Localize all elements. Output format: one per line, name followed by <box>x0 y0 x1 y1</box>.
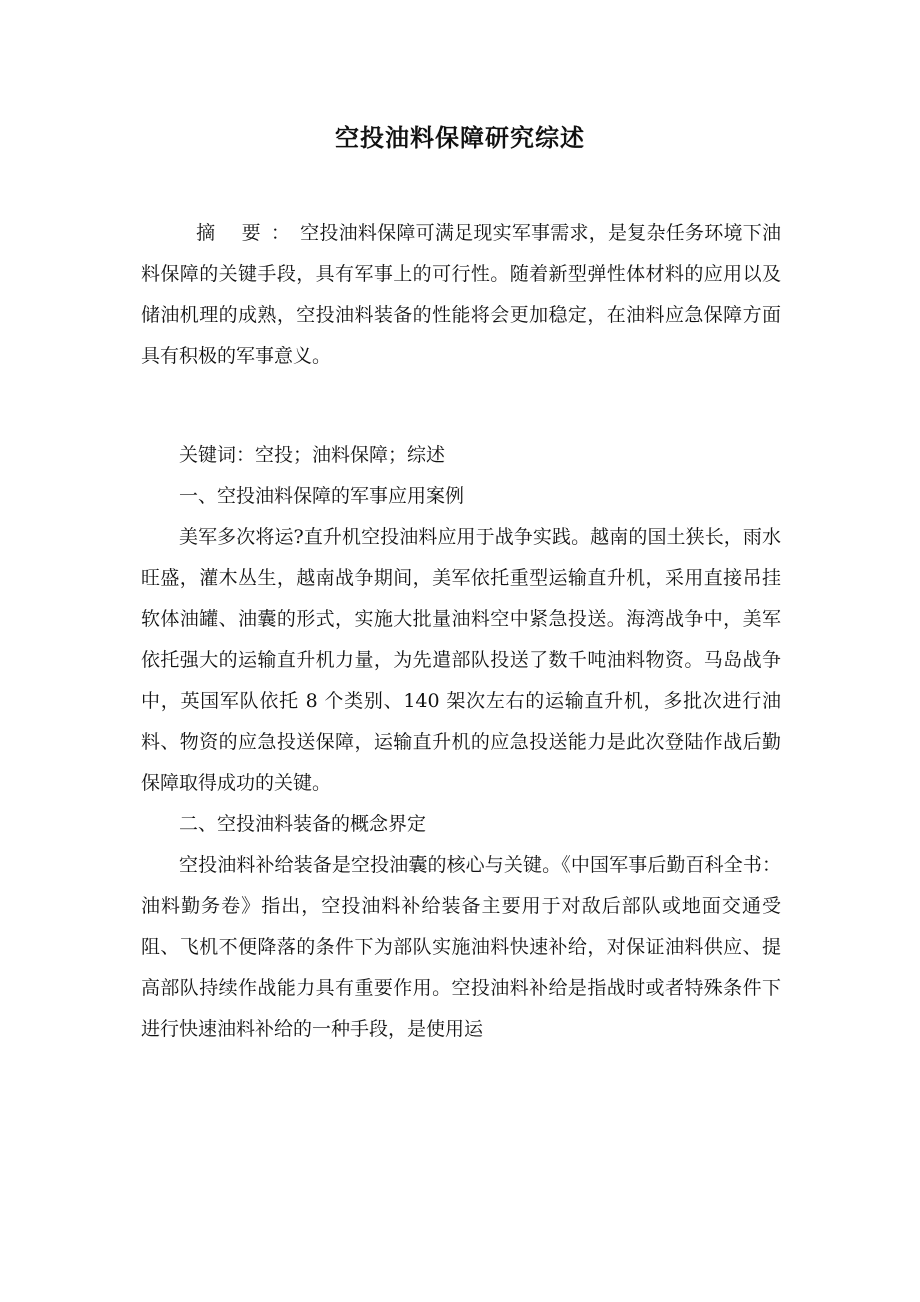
abstract-paragraph <box>141 213 781 377</box>
document-title: 空投油料保障研究综述 <box>335 123 585 152</box>
section-spacer <box>141 377 781 435</box>
abstract-text: 空投油料保障可满足现实军事需求，是复杂任务环境下油料保障的关键手段，具有军事上的可行性。随着新型弹性体材料的应用以及储油机理的成熟，空投油料装备的性能将会更加稳定，在油料应急保障方面具有积极的军事意义。 <box>141 222 781 367</box>
section-1-paragraph: 美军多次将运?直升机空投油料应用于战争实践。越南的国土狭长，雨水旺盛，灌木丛生，越南战争期间，美军依托重型运输直升机，采用直接吊挂软体油罐、油囊的形式，实施大批量油料空中紧急投送。海湾战争中，美军依托强大的运输直升机力量，为先遣部队投送了数千吨油料物资。马岛战争中，英国军队依托 8 个类别、140 架次左右的运输直升机，多批次进行油料、物资的应急投送保障，运输直升机的应急投送能力是此次登陆作战后勤保障取得成功的关键。 <box>141 526 781 794</box>
section-2-heading: 二、空投油料装备的概念界定 <box>179 813 427 835</box>
document-body <box>141 213 781 1050</box>
section-2-paragraph: 空投油料补给装备是空投油囊的核心与关键。《中国军事后勤百科全书：油料勤务卷》指出，空投油料补给装备主要用于对敌后部队或地面交通受阻、飞机不便降落的条件下为部队实施油料快速补给，对保证油料供应、提高部队持续作战能力具有重要作用。空投油料补给是指战时或者特殊条件下进行快速油料补给的一种手段，是使用运 <box>141 854 781 1040</box>
keywords-line: 关键词：空投；油料保障；综述 <box>179 444 446 466</box>
section-1-heading: 一、空投油料保障的军事应用案例 <box>179 485 465 507</box>
abstract-label: 摘 要： <box>196 222 301 244</box>
